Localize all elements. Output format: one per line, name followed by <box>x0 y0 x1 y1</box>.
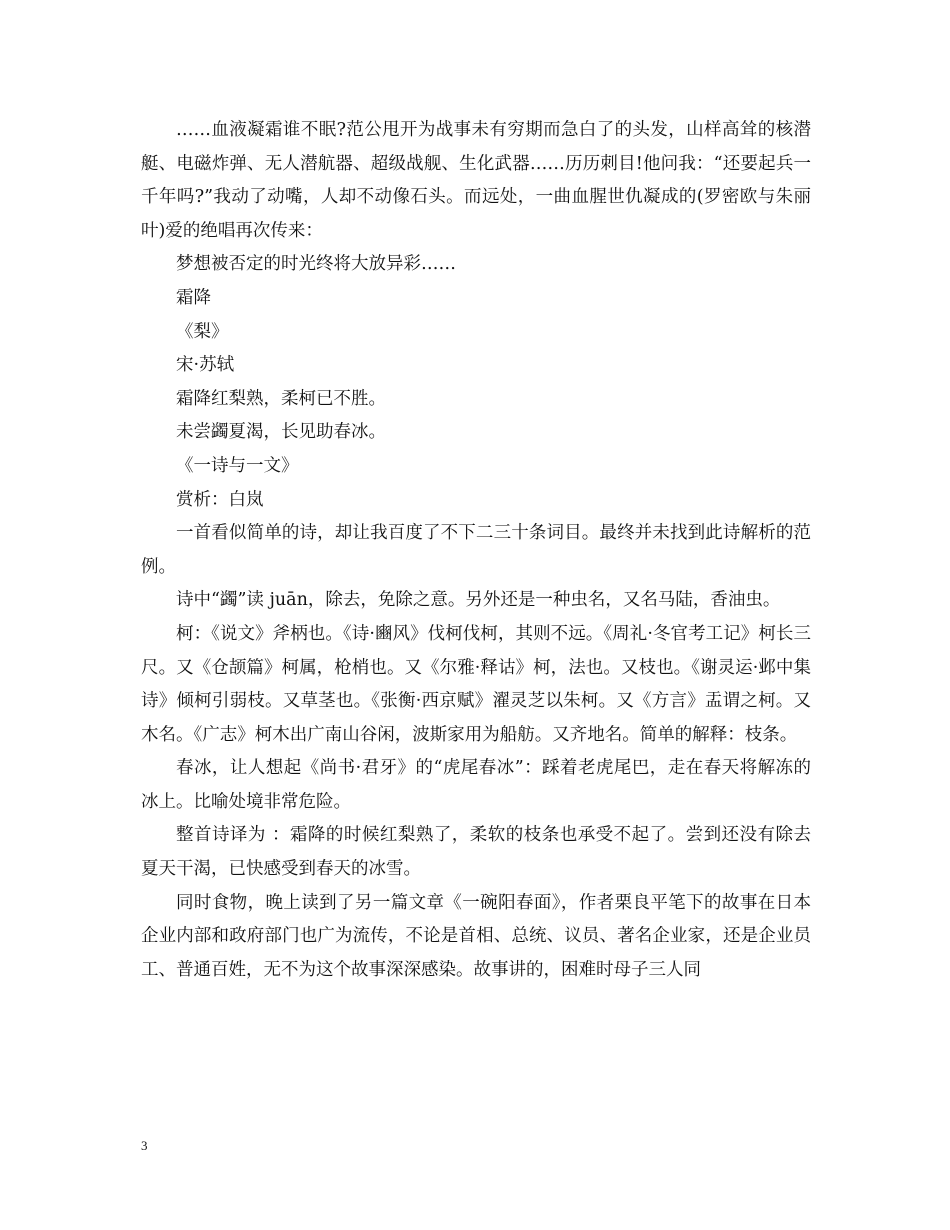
paragraph-noodles: 同时食物，晚上读到了另一篇文章《一碗阳春面》，作者栗良平笔下的故事在日本企业内部和政府部门也广为流传，不论是首相、总统、议员、著名企业家，还是企业员工、普通百姓，无不为这个故事深深感染。故事讲的，困难时母子三人同 <box>141 892 811 980</box>
document-body <box>141 114 811 987</box>
section-heading: 霜降 <box>176 287 211 308</box>
paragraph-intro: 一首看似简单的诗，却让我百度了不下二三十条词目。最终并未找到此诗解析的范例。 <box>141 523 811 577</box>
poem-line-2: 未尝蠲夏渴，长见助春冰。 <box>176 422 386 443</box>
paragraph-2: 梦想被否定的时光终将大放异彩…… <box>176 254 456 275</box>
paragraph-ke: 柯：《说文》斧柄也。《诗·豳风》伐柯伐柯，其则不远。《周礼·冬官考工记》柯长三尺。又《仓颉篇》柯属，枪梢也。又《尔雅·释诂》柯，法也。又枝也。《谢灵运·邺中集诗》倾柯引弱枝。又草茎也。《张衡·西京赋》濯灵芝以朱柯。又《方言》盂谓之柯。又木名。《广志》柯木出广南山谷闲，波斯家用为船舫。又齐地名。简单的解释：枝条。 <box>141 623 811 745</box>
paragraph-chunbing: 春冰，让人想起《尚书·君牙》的“虎尾春冰”：踩着老虎尾巴，走在春天将解冻的冰上。比喻处境非常危险。 <box>141 758 811 812</box>
poem-author: 宋·苏轼 <box>176 355 235 376</box>
paragraph-1: ……血液凝霜谁不眠?范公甩开为战事未有穷期而急白了的头发，山样高耸的核潜艇、电磁炸弹、无人潜航器、超级战舰、生化武器……历历刺目!他问我：“还要起兵一千年吗?”我动了动嘴，人却不动像石头。而远处，一曲血腥世仇凝成的(罗密欧与朱丽叶)爱的绝唱再次传来： <box>141 120 811 241</box>
series-title: 《一诗与一文》 <box>176 455 299 476</box>
page-number: 3 <box>141 1138 148 1153</box>
commentary-byline: 赏析：白岚 <box>176 489 264 510</box>
paragraph-translation: 整首诗译为 ：霜降的时候红梨熟了，柔软的枝条也承受不起了。尝到还没有除去夏天干渴，已快感受到春天的冰雪。 <box>141 825 811 880</box>
paragraph-juan: 诗中“蠲”读 juān，除去，免除之意。另外还是一种虫名，又名马陆，香油虫。 <box>176 590 781 611</box>
poem-line-1: 霜降红梨熟，柔柯已不胜。 <box>176 388 386 409</box>
poem-title: 《梨》 <box>176 321 229 342</box>
